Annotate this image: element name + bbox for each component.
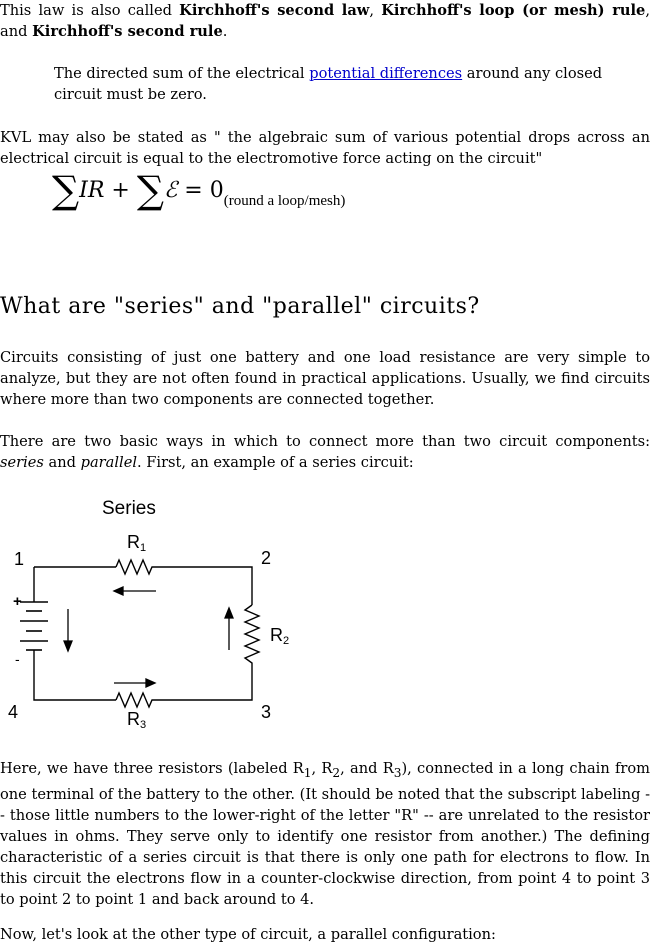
intro-text: . <box>222 23 228 40</box>
arrow-head-left-icon <box>114 587 123 595</box>
para-text: and <box>43 454 81 471</box>
term-second-rule: Kirchhoff's second rule <box>32 23 223 40</box>
flow-arrows <box>64 587 233 687</box>
wire-top-right <box>155 567 252 605</box>
quote-text: The directed sum of the electrical <box>54 65 310 82</box>
intro-text: , and <box>0 2 650 40</box>
series-circuit-diagram <box>0 488 320 738</box>
arrow-head-right-icon <box>146 679 155 687</box>
term-loop-rule: Kirchhoff's loop (or mesh) rule <box>381 2 646 19</box>
wire-bottom-left <box>34 650 116 700</box>
paragraph-two-ways <box>0 431 650 473</box>
kvl-formula <box>52 168 346 212</box>
formula-ir: IR <box>79 178 105 203</box>
node-label-1: 1 <box>14 549 25 569</box>
resistor-r1 <box>116 560 155 574</box>
subscript: 3 <box>393 765 402 780</box>
subscript: 1 <box>303 765 312 780</box>
para-text: Here, we have three resistors (labeled R <box>0 760 304 777</box>
para-text: ), connected in a long chain from one terminal of the battery to the other. (It should be noted that the subscript labeling -- those little numbers to the lower-right of the letter "R" -- are unrelated to the resistor values in ohms. They serve only to identify one resistor from another.) The defining characteristic of a series circuit is that there is only one path for electrons to flow. In this circuit the electrons flow in a counter-clockwise direction, from point 4 to point 3 to point 2 to point 1 and back around to 4. <box>0 760 650 908</box>
term-second-law: Kirchhoff's second law <box>179 2 370 19</box>
section-heading: What are "series" and "parallel" circuits? <box>0 294 480 319</box>
label-r1: R1 <box>127 532 147 554</box>
subscript: 2 <box>332 765 341 780</box>
term-parallel: parallel <box>80 454 137 471</box>
sigma-symbol: ∑ <box>136 168 164 212</box>
formula-plus: + <box>104 178 137 203</box>
para-text: , and R <box>340 760 394 777</box>
intro-text: , <box>369 2 382 19</box>
intro-paragraph <box>0 0 650 42</box>
arrow-head-up-icon <box>225 608 233 618</box>
paragraph-circuits: Circuits consisting of just one battery and one load resistance are very simple to analyze, but they are not often found in practical applications. Usually, we find circuits where more than two components are connected together. <box>0 349 650 408</box>
circuit-wires <box>34 567 252 700</box>
diagram-title: Series <box>102 498 156 519</box>
quote-text: around any closed circuit must be zero. <box>54 65 603 103</box>
node-label-2: 2 <box>261 548 272 568</box>
intro-text: This law is also called <box>0 2 180 19</box>
paragraph-series-explanation <box>0 758 650 910</box>
arrow-head-down-icon <box>64 641 72 651</box>
label-r2: R2 <box>270 625 290 647</box>
label-r3: R3 <box>127 709 147 731</box>
battery-icon <box>20 602 48 650</box>
para-text: There are two basic ways in which to connect more than two circuit components: <box>0 433 650 450</box>
formula-emf: ℰ <box>163 178 178 203</box>
potential-differences-link[interactable]: potential differences <box>309 65 463 82</box>
node-label-3: 3 <box>261 702 272 722</box>
resistor-r3 <box>116 693 155 707</box>
resistor-r2 <box>245 605 259 666</box>
definition-quote <box>54 63 644 105</box>
kvl-statement: KVL may also be stated as " the algebraic sum of various potential drops across an electrical circuit is equal to the electromotive force acting on the circuit" <box>0 129 650 167</box>
paragraph-parallel-intro: Now, let's look at the other type of circuit, a parallel configuration: <box>0 926 496 943</box>
para-text: , R <box>311 760 333 777</box>
formula-equals-zero: = 0 <box>177 178 224 203</box>
node-label-4: 4 <box>8 702 19 722</box>
battery-plus-sign: + <box>13 593 22 610</box>
sigma-symbol: ∑ <box>52 168 80 212</box>
formula-subscript: (round a loop/mesh) <box>223 193 346 209</box>
battery-minus-sign: - <box>15 651 20 667</box>
wire-bottom-right <box>155 666 252 700</box>
term-series: series <box>0 454 44 471</box>
para-text: . First, an example of a series circuit: <box>137 454 414 471</box>
